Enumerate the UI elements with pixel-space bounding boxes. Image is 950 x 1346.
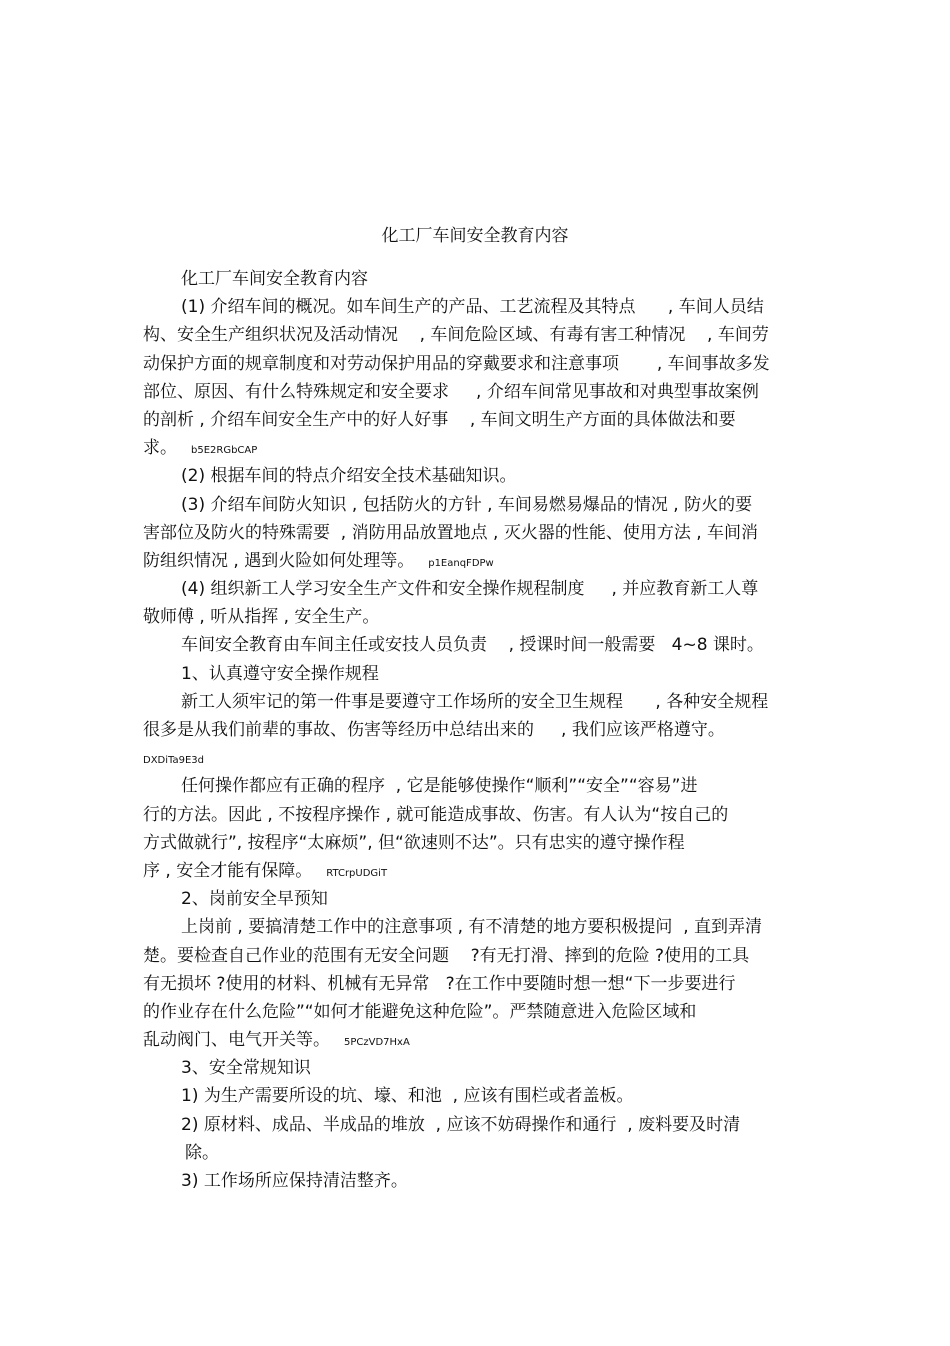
text-line [143, 716, 808, 744]
line-text: 化工厂车间安全教育内容 [181, 269, 368, 289]
line-text: 行的方法。因此 , 不按程序操作 , 就可能造成事故、伤害。有人认为“按自己的 [143, 804, 729, 825]
line-text: 车间安全教育由车间主任或安技人员负责 , 授课时间一般需要 4~8 课时。 [181, 635, 764, 656]
line-text: 1) 为生产需要所设的坑、壕、和池 , 应该有围栏或者盖板。 [181, 1086, 634, 1107]
line-text: 2、岗前安全早预知 [181, 889, 328, 910]
document-title: 化工厂车间安全教育内容 [381, 226, 569, 246]
line-text: 1、认真遵守安全操作规程 [181, 663, 379, 684]
text-line [143, 857, 808, 885]
line-text: 方式做就行”, 按程序“太麻烦”, 但“欲速则不达”。只有忠实的遵守操作程 [143, 832, 685, 853]
text-line [143, 1139, 808, 1167]
line-text: 上岗前 , 要搞清楚工作中的注意事项 , 有不清楚的地方要积极提问 , 直到弄清 [181, 917, 763, 938]
reference-code: RTCrpUDGiT [326, 867, 388, 879]
text-line [143, 1167, 808, 1195]
text-line [143, 970, 808, 998]
line-text: 求。 [143, 438, 177, 459]
text-line [143, 631, 808, 659]
text-line [143, 772, 808, 800]
line-text: 3、安全常规知识 [181, 1058, 311, 1079]
line-text: 构、安全生产组织状况及活动情况 , 车间危险区域、有毒有害工种情况 , 车间劳 [143, 325, 769, 346]
text-line [143, 942, 808, 970]
line-text: 有无损坏 ?使用的材料、机械有无异常 ?在工作中要随时想一想“下一步要进行 [143, 973, 736, 994]
text-line [143, 519, 808, 547]
text-line [143, 688, 808, 716]
line-text: 新工人须牢记的第一件事是要遵守工作场所的安全卫生规程 , 各种安全规程 [181, 691, 769, 712]
text-line [143, 406, 808, 434]
text-line [143, 462, 808, 490]
text-line [143, 321, 808, 349]
reference-code: p1EanqFDPw [428, 557, 494, 569]
text-line [143, 885, 808, 913]
document-body [143, 265, 808, 1195]
line-text: (4) 组织新工人学习安全生产文件和安全操作规程制度 , 并应教育新工人尊 [181, 579, 759, 600]
reference-code: DXDiTa9E3d [143, 755, 205, 767]
line-text: (2) 根据车间的特点介绍安全技术基础知识。 [181, 466, 517, 487]
line-text: 除。 [185, 1142, 219, 1163]
text-line [143, 913, 808, 941]
line-text: 2) 原材料、成品、半成品的堆放 , 应该不妨碍操作和通行 , 废料要及时清 [181, 1114, 741, 1135]
text-line [143, 434, 808, 462]
text-line [143, 575, 808, 603]
line-text: (1) 介绍车间的概况。如车间生产的产品、工艺流程及其特点 , 车间人员结 [181, 297, 764, 318]
text-line [143, 293, 808, 321]
text-line [143, 660, 808, 688]
line-text: 防组织情况 , 遇到火险如何处理等。 [143, 550, 415, 571]
text-line [143, 547, 808, 575]
text-line [143, 1054, 808, 1082]
text-line [143, 350, 808, 378]
text-line [143, 801, 808, 829]
line-text: 的剖析 , 介绍车间安全生产中的好人好事 , 车间文明生产方面的具体做法和要 [143, 409, 736, 430]
reference-code: b5E2RGbCAP [191, 445, 258, 457]
line-text: 序 , 安全才能有保障。 [143, 860, 313, 881]
line-text: 部位、原因、有什么特殊规定和安全要求 , 介绍车间常见事故和对典型事故案例 [143, 381, 759, 402]
text-line [143, 265, 808, 293]
text-line [143, 491, 808, 519]
text-line [143, 1111, 808, 1139]
line-text: 动保护方面的规章制度和对劳动保护用品的穿戴要求和注意事项 , 车间事故多发 [143, 353, 770, 374]
line-text: 任何操作都应有正确的程序 , 它是能够使操作“顺利”“安全”“容易”进 [181, 776, 698, 797]
text-line [143, 998, 808, 1026]
line-text: 敬师傅 , 听从指挥 , 安全生产。 [143, 607, 380, 628]
text-line [143, 1082, 808, 1110]
text-line [143, 829, 808, 857]
text-line [143, 603, 808, 631]
line-text: 乱动阀门、电气开关等。 [143, 1030, 330, 1051]
line-text: 很多是从我们前辈的事故、伤害等经历中总结出来的 , 我们应该严格遵守。 [143, 720, 725, 740]
text-line [143, 378, 808, 406]
line-text: 3) 工作场所应保持清洁整齐。 [181, 1171, 408, 1191]
text-line [143, 1026, 808, 1054]
text-line [143, 744, 808, 772]
reference-code: 5PCzVD7HxA [344, 1037, 410, 1049]
line-text: 楚。要检查自己作业的范围有无安全问题 ?有无打滑、摔到的危险 ?使用的工具 [143, 945, 750, 966]
line-text: 害部位及防火的特殊需要 , 消防用品放置地点 , 灭火器的性能、使用方法 , 车间消 [143, 522, 759, 543]
line-text: 的作业存在什么危险”“如何才能避免这种危险”。严禁随意进入危险区域和 [143, 1001, 697, 1022]
line-text: (3) 介绍车间防火知识 , 包括防火的方针 , 车间易燃易爆品的情况 , 防火的要 [181, 494, 753, 515]
